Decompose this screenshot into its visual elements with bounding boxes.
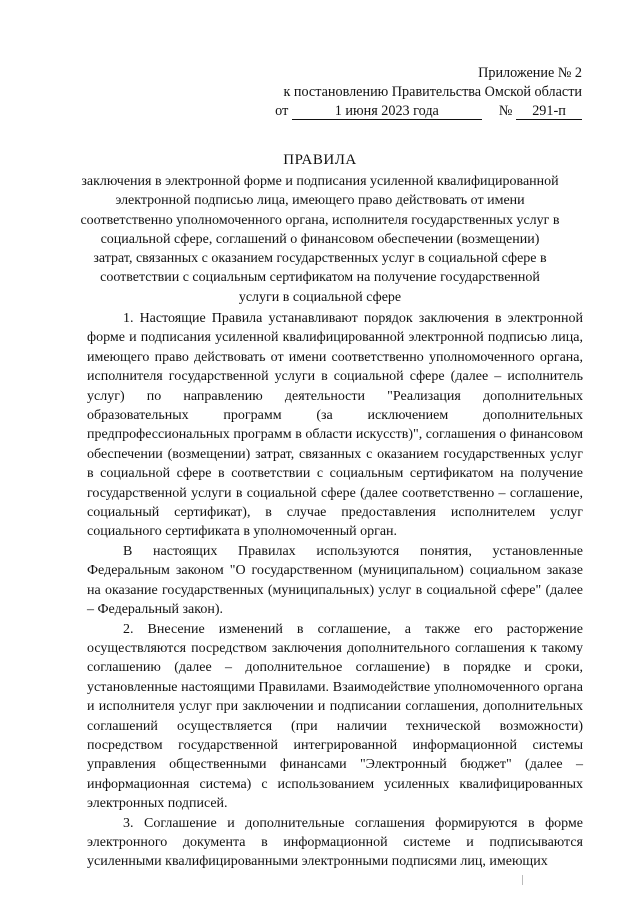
resolution-number: 291-п [516, 103, 582, 120]
appendix-number: Приложение № 2 [478, 65, 582, 81]
document-body [87, 309, 583, 872]
appendix-date-line [275, 102, 582, 121]
number-label: № [498, 103, 513, 119]
paragraph-2: 2. Внесение изменений в соглашение, а также его расторжение осуществляются посредством заключения дополнительного соглашения к такому соглашению (далее – дополнительное соглашение) в порядке и сроки, установленные настоящими Правилами. Взаимодействие уполномоченного органа и исполнителя услуг при заключении и подписании соглашения, дополнительных соглашений осуществляется (при наличии технической возможности) посредством государственной интегрированной информационной системы управления общественными финансами "Электронный бюджет" (далее – информационная система) с использованием усиленных квалифицированных электронных подписей. [87, 621, 583, 812]
appendix-header [275, 64, 582, 121]
document-title: ПРАВИЛА [283, 152, 357, 168]
document-subtitle: заключения в электронной форме и подписания усиленной квалифицированной электронной подписью лица, имеющего право действовать от имени соответственно уполномоченного органа, исполнителя государственных услуг в социальной сфере, соглашений о финансовом обеспечении (возмещении) затрат, связанных с оказанием государственных услуг в социальной сфере в соответствии с социальным сертификатом на получение государственной услуги в социальной сфере [80, 174, 560, 305]
paragraph-1: 1. Настоящие Правила устанавливают порядок заключения в электронной форме и подписания усиленной квалифицированной электронной подписью лица, имеющего право действовать от имени соответственно уполномоченного органа, исполнителя государственной услуги в социальной сфере (далее – исполнитель услуг) по направлению деятельности "Реализация дополнительных образовательных программ (за исключением дополнительных предпрофессиональных программ в области искусств)", соглашения о финансовом обеспечении (возмещении) затрат, связанных с оказанием государственных услуг в социальной сфере в соответствии с социальным сертификатом на получение государственной услуги в социальной сфере (далее соответственно – соглашение, социальный сертификат), в случае предоставления исполнителем услуг социального сертификата в уполномоченный орган. [87, 311, 583, 540]
resolution-date: 1 июня 2023 года [292, 103, 482, 120]
appendix-resolution: к постановлению Правительства Омской области [283, 84, 582, 100]
from-label: от [275, 103, 289, 119]
paragraph-3: 3. Соглашение и дополнительные соглашения формируются в форме электронного документа в информационной системе и подписываются усиленными квалифицированными электронными подписями лиц, имеющих [87, 815, 583, 870]
paragraph-1-2: В настоящих Правилах используются понятия, установленные Федеральным законом "О государственном (муниципальном) социальном заказе на оказание государственных (муниципальных) услуг в социальной сфере" (далее – Федеральный закон). [87, 543, 583, 618]
scan-mark [522, 875, 529, 885]
